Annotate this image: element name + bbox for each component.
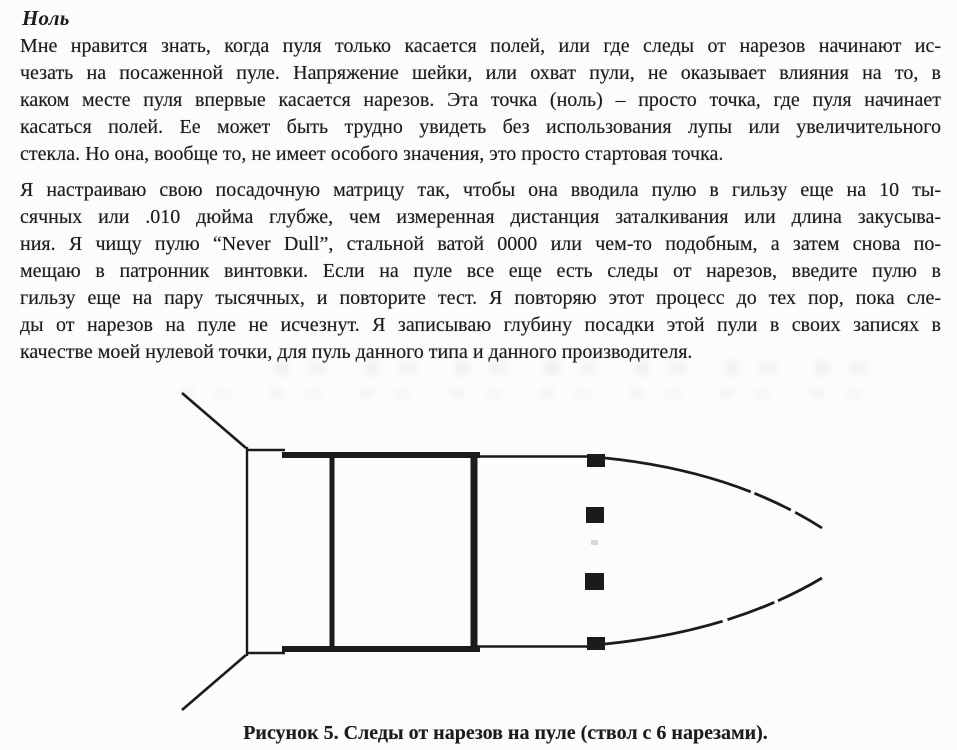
text-line: стекла. Но она, вообще то, не имеет особого значения, это просто стартовая точка. bbox=[20, 143, 724, 165]
bearing-surface-outline bbox=[282, 452, 480, 652]
text-line: Я настраиваю свою посадочную матрицу так, чтобы она вводила пулю в гильзу еще на 10 ты- bbox=[20, 179, 941, 201]
figure-caption: Рисунок 5. Следы от нарезов на пуле (ствол с 6 нарезами). bbox=[243, 722, 768, 744]
ogive-curves bbox=[605, 458, 822, 644]
text-line: ния. Я чищу пулю “Never Dull”, стальной ватой 0000 или чем-то подобным, а затем снова по- bbox=[20, 233, 941, 255]
rifling-mark-squares bbox=[585, 454, 605, 650]
bullet-diagram bbox=[168, 385, 828, 715]
text-line: сячных или .010 дюйма глубже, чем измеренная дистанция заталкивания или длина закусыва- bbox=[20, 206, 941, 228]
section-heading: Ноль bbox=[22, 6, 70, 30]
text-line: Мне нравится знать, когда пуля только касается полей, или где следы от нарезов начинают ис- bbox=[20, 35, 941, 57]
text-line: касаться полей. Ее может быть трудно увидеть без использования лупы или увеличительного bbox=[20, 116, 941, 138]
text-line: мещаю в патронник винтовки. Если на пуле все еще есть следы от нарезов, введите пулю в bbox=[20, 260, 941, 282]
faint-scan-dot bbox=[591, 540, 598, 545]
forward-body-lines bbox=[477, 457, 605, 647]
rifling-mark-bottom bbox=[587, 637, 605, 650]
text-line: гильзу еще на пару тысячных, и повторите тест. Я повторяю этот процесс до тех пор, пока сле- bbox=[20, 287, 941, 309]
rifling-mark-top bbox=[587, 454, 605, 467]
paragraph-2 bbox=[20, 177, 941, 366]
bullet-base-outline bbox=[246, 447, 285, 656]
text-line: ды от нарезов на пуле не исчезнут. Я записываю глубину посадки этой пули в своих записях в bbox=[20, 314, 941, 336]
rifling-mark-lower bbox=[585, 573, 604, 590]
paragraph-1 bbox=[20, 33, 941, 168]
text-line: чезать на посаженной пуле. Напряжение шейки, или охват пули, не оказывает влияния на то, в bbox=[20, 62, 941, 84]
bullet-diagram-figure bbox=[168, 385, 828, 715]
text-line: качестве моей нулевой точки, для пуль данного типа и данного производителя. bbox=[20, 341, 693, 363]
text-line: каком месте пуля впервые касается нарезов. Эта точка (ноль) – просто точка, где пуля начинает bbox=[20, 89, 941, 111]
text-block bbox=[20, 5, 941, 366]
rifling-mark-upper bbox=[586, 507, 604, 523]
case-mouth-chamfer bbox=[182, 393, 246, 710]
